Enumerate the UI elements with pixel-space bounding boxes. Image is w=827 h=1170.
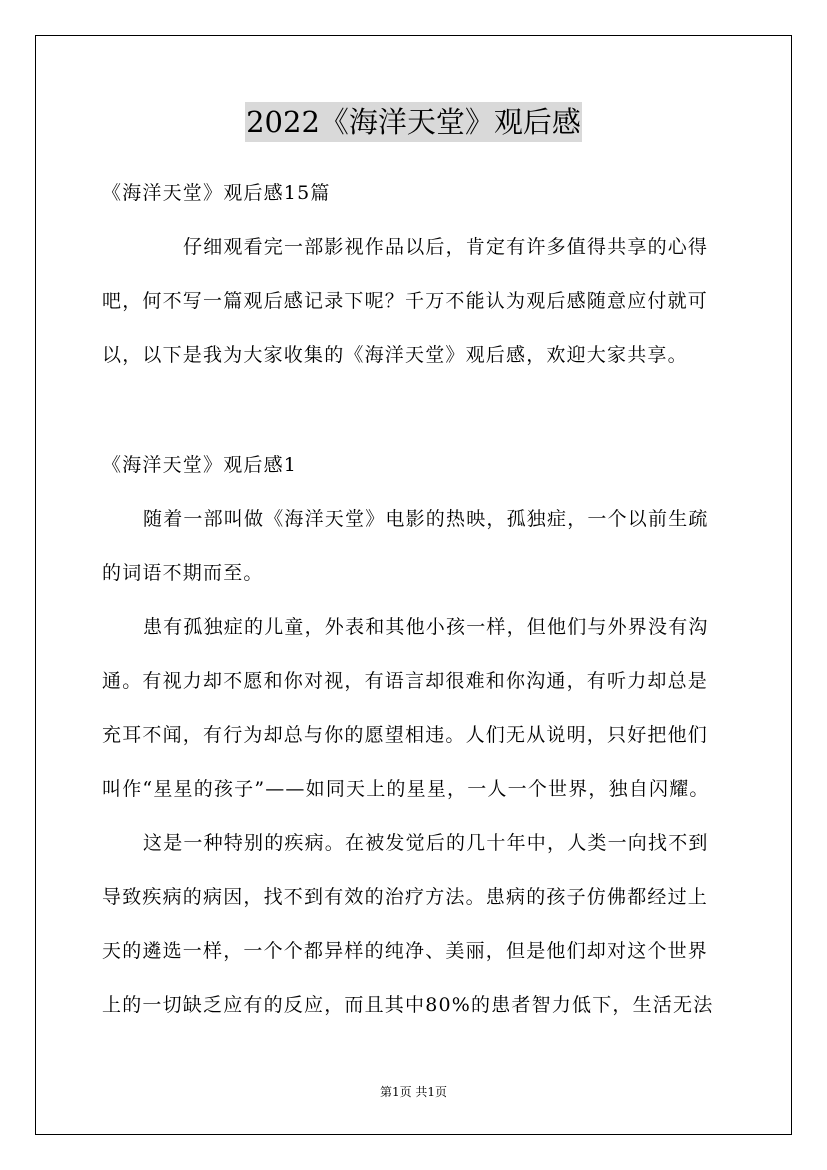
body-line-6: 叫作“星星的孩子”——如同天上的星星，一人一个世界，独自闪耀。 — [102, 778, 710, 800]
body-line-5: 充耳不闻，有行为却总与你的愿望相违。人们无从说明，只好把他们 — [102, 724, 709, 746]
body-line-3: 患有孤独症的儿童，外表和其他小孩一样，但他们与外界没有沟 — [143, 616, 709, 638]
intro-line-1: 仔细观看完一部影视作品以后，肯定有许多值得共享的心得 — [183, 236, 709, 258]
intro-line-2: 吧，何不写一篇观后感记录下呢？千万不能认为观后感随意应付就可 — [102, 290, 709, 312]
document-title: 2022《海洋天堂》观后感 — [245, 102, 582, 142]
body-line-2: 的词语不期而至。 — [102, 562, 264, 584]
body-line-1: 随着一部叫做《海洋天堂》电影的热映，孤独症，一个以前生疏 — [143, 508, 709, 530]
page-footer: 第1页 共1页 — [379, 1085, 448, 1099]
body-line-7: 这是一种特别的疾病。在被发觉后的几十年中，人类一向找不到 — [143, 832, 709, 854]
intro-line-3: 以，以下是我为大家收集的《海洋天堂》观后感，欢迎大家共享。 — [102, 344, 688, 366]
body-line-9: 天的遴选一样，一个个都异样的纯净、美丽，但是他们却对这个世界 — [102, 940, 709, 962]
title-container — [0, 102, 827, 142]
body-line-10: 上的一切缺乏应有的反应，而且其中80%的患者智力低下，生活无法 — [102, 994, 714, 1016]
section-heading: 《海洋天堂》观后感1 — [102, 454, 298, 476]
document-subtitle: 《海洋天堂》观后感15篇 — [102, 182, 331, 204]
body-line-4: 通。有视力却不愿和你对视，有语言却很难和你沟通，有听力却总是 — [102, 670, 709, 692]
body-line-8: 导致疾病的病因，找不到有效的治疗方法。患病的孩子仿佛都经过上 — [102, 886, 709, 908]
